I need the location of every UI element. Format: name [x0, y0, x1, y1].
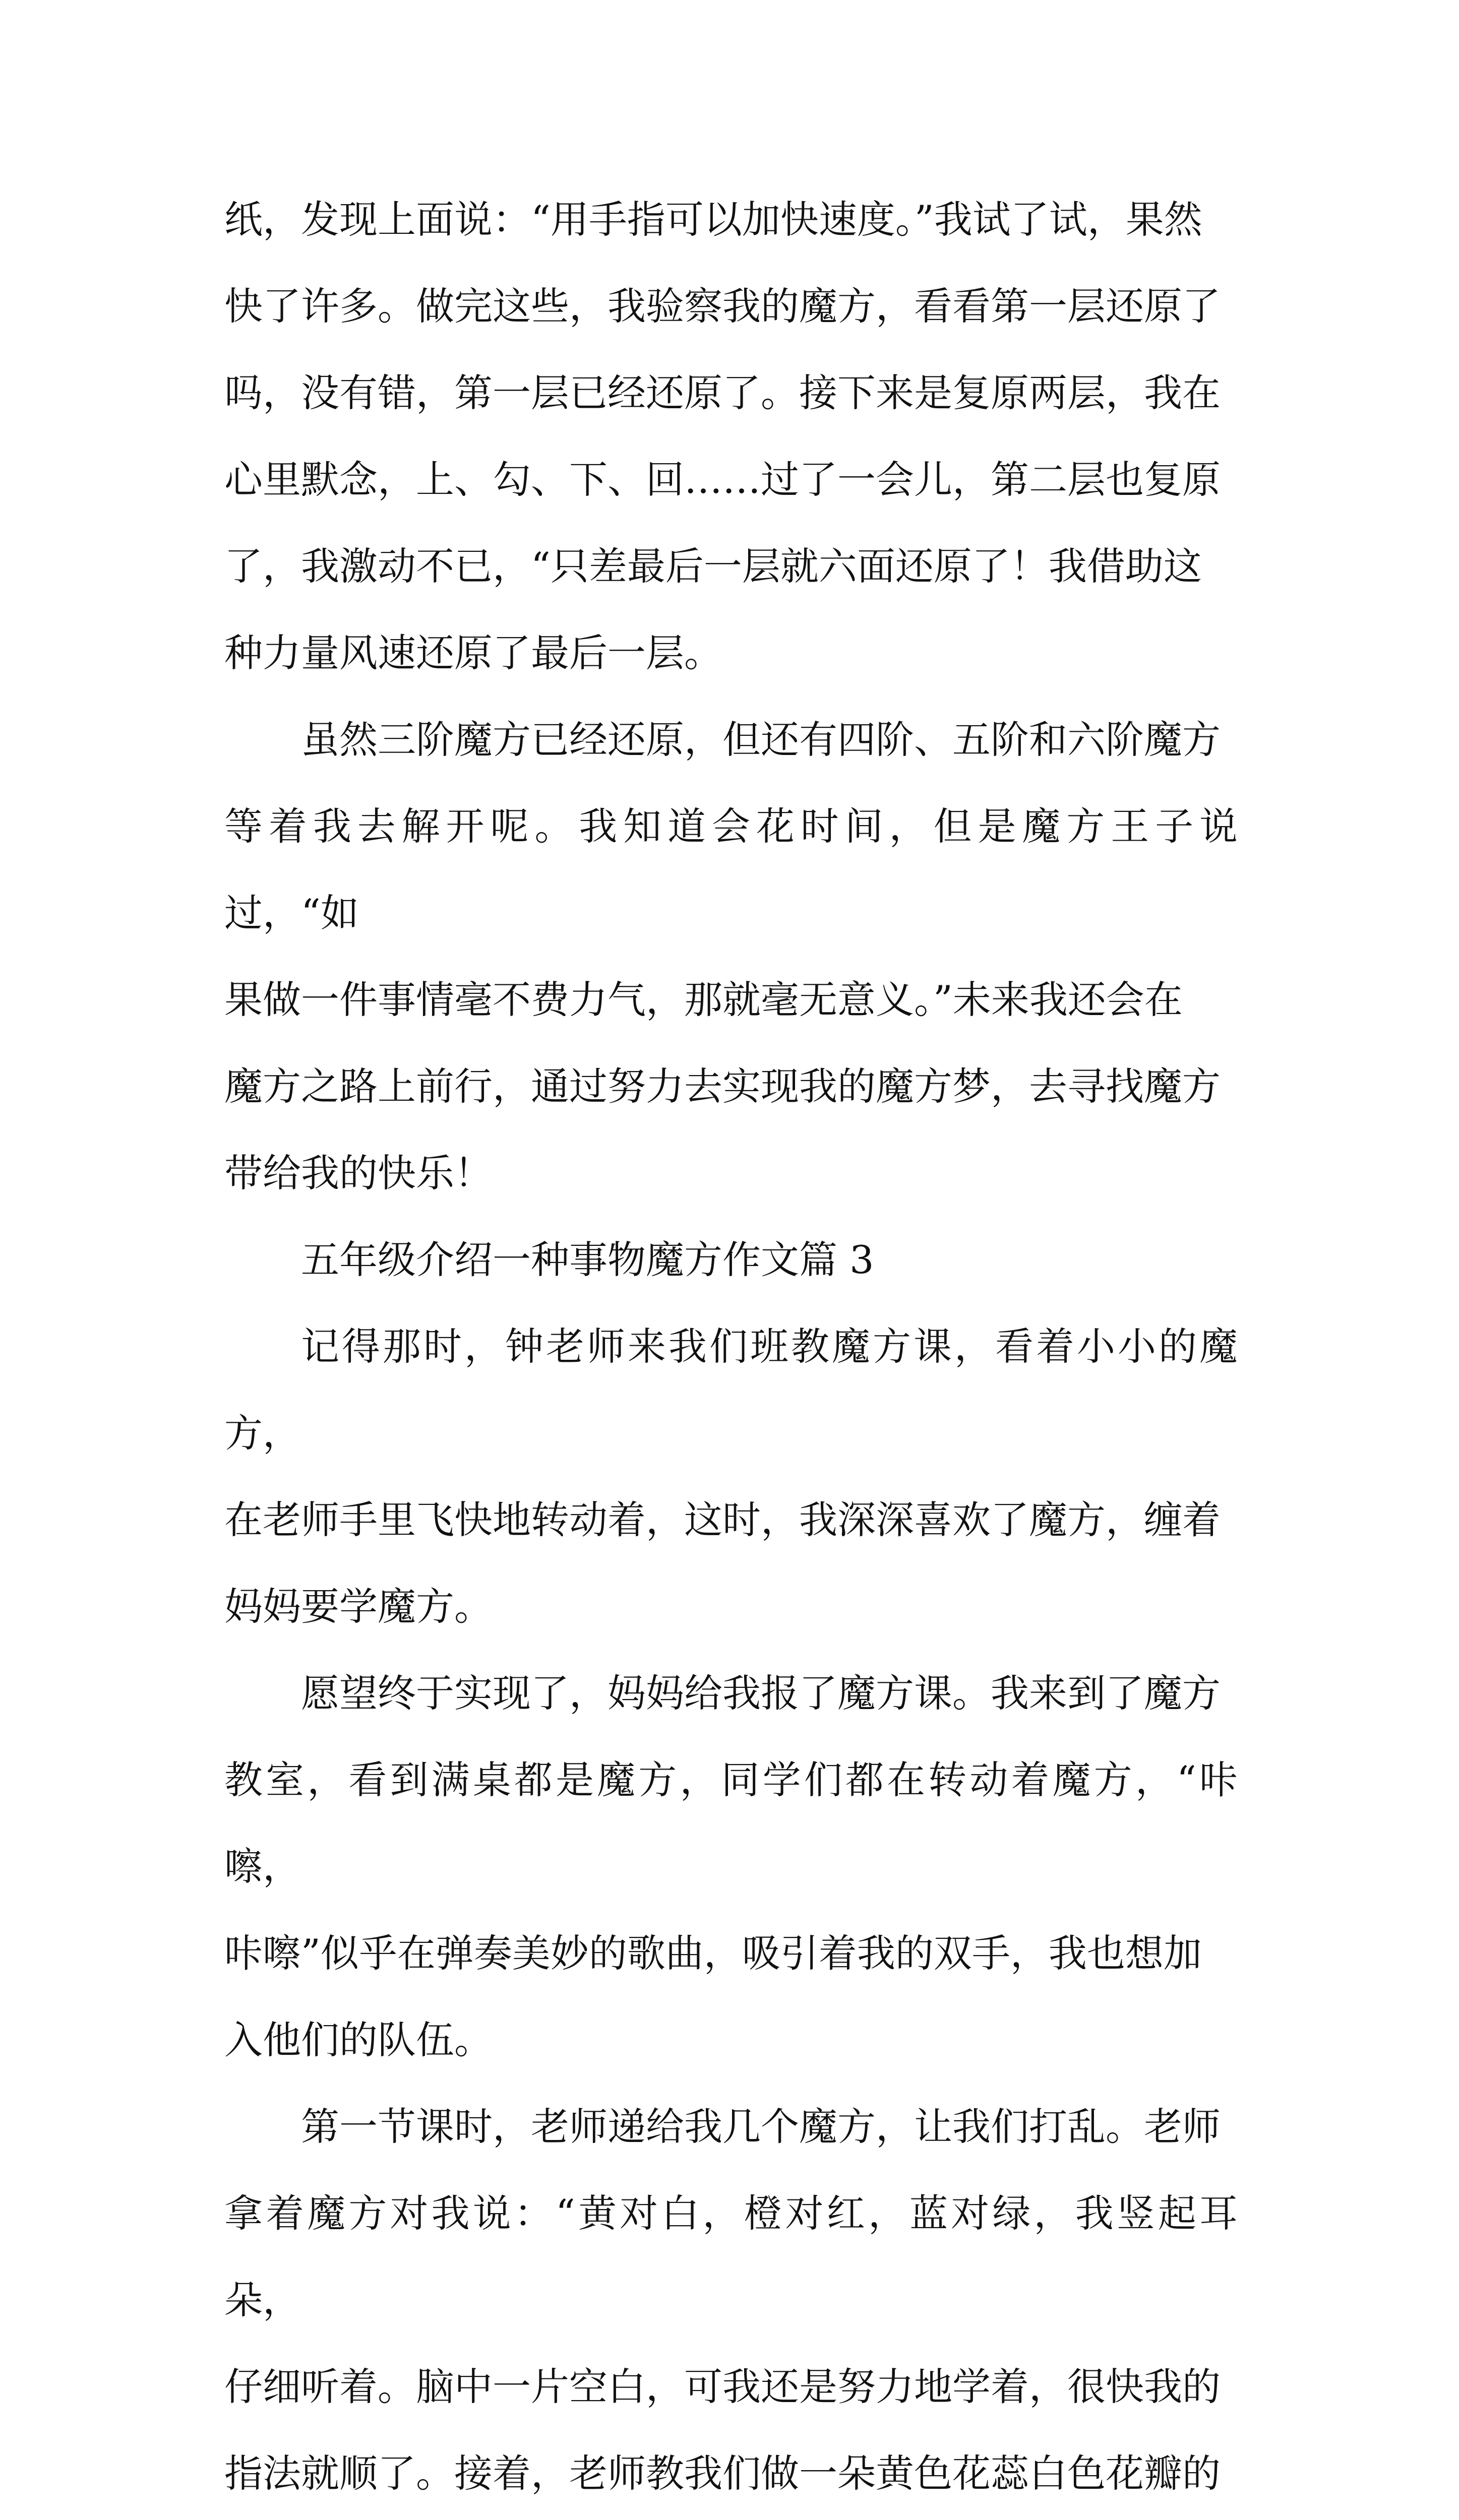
text-line: 等着我去解开呢。我知道会花时间，但是魔方王子说过，“如 [224, 804, 1238, 935]
section-heading: 五年级介绍一种事物魔方作文篇 3 [301, 1237, 874, 1282]
text-line: 果做一件事情毫不费力气，那就毫无意义。”未来我还会在 [224, 977, 1183, 1022]
text-line: 纸，发现上面说：“用手指可以加快速度。”我试了试，果然 [224, 197, 1202, 242]
text-line: 仔细听着。脑中一片空白，可我还是努力地学着，很快我的 [224, 2364, 1221, 2409]
text-line: 指法就顺了。接着，老师教我们做一朵黄色花蕊白色花瓣的 [224, 2451, 1221, 2496]
paragraph-2 [224, 697, 1238, 1217]
text-line: 第一节课时，老师递给我几个魔方，让我们打乱。老师 [301, 2104, 1221, 2149]
text-line: 咔嚓”似乎在弹奏美妙的歌曲，吸引着我的双手，我也想加 [224, 1931, 1202, 1976]
text-line: 虽然三阶魔方已经还原，但还有四阶、五阶和六阶魔方 [301, 717, 1221, 762]
text-line: 拿着魔方对我说：“黄对白，橙对红，蓝对绿，我竖起耳朵， [224, 2191, 1238, 2322]
text-line [224, 2517, 1238, 2520]
text-line: 魔方之路上前行，通过努力去实现我的魔方梦，去寻找魔方 [224, 1064, 1221, 1109]
text-line: 快了许多。做完这些，我验察我的魔方，看看第一层还原了 [224, 284, 1221, 329]
text-line: 带给我的快乐！ [224, 1151, 493, 1195]
text-line: 愿望终于实现了，妈妈给我报了魔方课。我来到了魔方 [301, 1671, 1221, 1716]
paragraph-4 [224, 1650, 1238, 2084]
text-line: 了，我激动不已，“只差最后一层就六面还原了！我借助这 [224, 544, 1202, 589]
text-line: 妈妈要学魔方。 [224, 1584, 493, 1629]
text-line: 心里默念，上、勾、下、回……过了一会儿，第二层也复原 [224, 457, 1221, 502]
document-body [224, 176, 1238, 2520]
text-line: 记得那时，钟老师来我们班教魔方课，看着小小的魔方， [224, 1324, 1238, 1456]
text-line: 教室，看到满桌都是魔方，同学们都在转动着魔方，“咔嚓， [224, 1757, 1238, 1889]
text-line: 入他们的队伍。 [224, 2018, 493, 2062]
text-line: 种力量风速还原了最后一层。 [224, 631, 722, 675]
paragraph-1 [224, 176, 1238, 697]
text-line: 吗，没有错，第一层已经还原了。接下来是复原两层，我在 [224, 370, 1221, 415]
paragraph-3 [224, 1303, 1238, 1650]
text-line: 在老师手里飞快地转动着，这时，我深深喜欢了魔方，缠着 [224, 1497, 1221, 1542]
paragraph-5 [224, 2084, 1238, 2520]
